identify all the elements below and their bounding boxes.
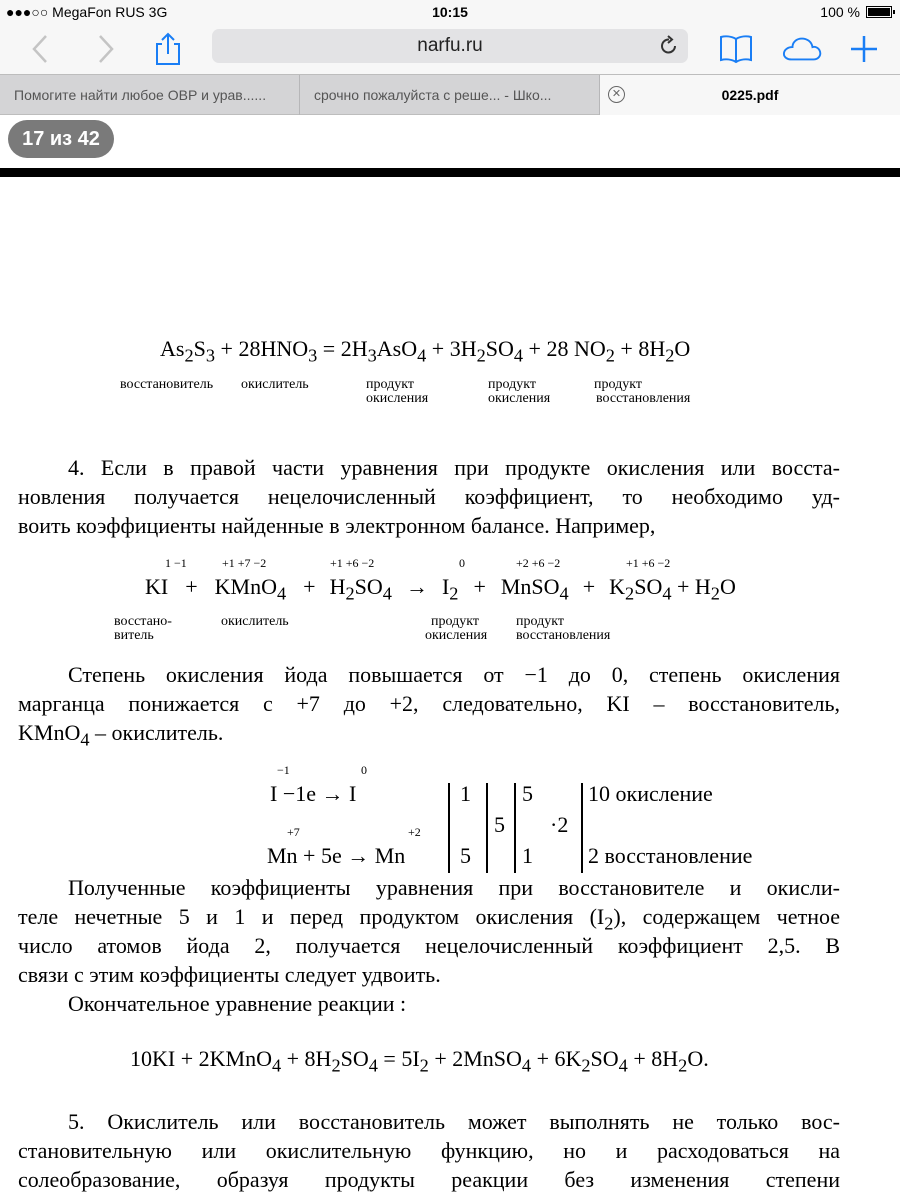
eq-label: окисления [488,391,551,406]
eq-label: витель [114,628,154,643]
eq-label: восстановитель [120,377,214,392]
eq-label: восстановления [516,628,611,643]
paragraph-line: Полученные коэффициенты уравнения при восстановителе и окисли- [68,875,840,900]
paragraph-line: становительную или окислительную функцию, но и расходоваться на [18,1138,840,1163]
equation-ki-kmno4: KI + KMnO$_4$ + $H_2SO_4 \to I_2$ + MnSO$_4$ + $K_2SO_4 + H_2O$ [145,574,736,604]
oxidation-state: +1 +7 −2 [222,556,267,570]
paragraph-line: Окончательное уравнение реакции : [68,991,407,1016]
oxidation-state: +1 +6 −2 [626,556,671,570]
balance-coefficient: 1 [522,843,533,868]
tab-active[interactable] [600,75,900,115]
status-bar [0,0,900,24]
eq-label: окисления [425,628,488,643]
equation-as2s3: $As_2S_3 + 28HNO_3 = 2H_3AsO_4 + 3H_2SO_4 + 28$ $NO_2 + 8H_2O$ [160,336,691,366]
balance-coefficient: 5 [460,843,471,868]
page-indicator[interactable]: 17 из 42 [8,120,114,158]
balance-result: 2 восстановление [588,843,753,868]
balance-coefficient: 5 [522,781,533,806]
oxidation-state: +7 [287,825,300,839]
back-icon[interactable] [20,30,60,68]
oxidation-state: 0 [361,763,367,777]
paragraph-line: воить коэффициенты найденные в электронном балансе. Например, [18,513,656,538]
oxidation-state: 0 [459,556,465,570]
paragraph-line: Степень окисления йода повышается от −1 до 0, степень окисления [68,662,840,687]
eq-label: окислитель [241,377,309,392]
balance-divider [486,783,488,873]
paragraph-line: новления получается нецелочисленный коэффициент, то необходимо уд- [18,484,840,509]
address-bar[interactable] [212,29,688,63]
tab-title: Помогите найти любое ОВР и урав...... [14,87,267,103]
tab-2[interactable] [300,75,600,115]
eq-label: окисления [366,391,429,406]
balance-half-reaction: I −1e → I [270,781,357,806]
final-equation: 10KI + 2KMnO$_4$ + $8H_2SO_4 = 5I_2$ + 2MnSO$_4$ + $6K_2SO_4 + 8H_2O$. [130,1046,709,1076]
url-text: narfu.ru [417,35,483,56]
tab-bar [0,74,900,115]
balance-result: 10 окисление [588,781,713,806]
new-tab-icon[interactable] [844,30,884,68]
paragraph-line: солеобразование, образуя продукты реакции без изменения степени [18,1167,840,1192]
eq-label: продукт [516,614,564,629]
oxidation-state: +1 +6 −2 [330,556,375,570]
forward-icon[interactable] [86,30,126,68]
balance-divider [581,783,583,873]
oxidation-state: −1 [277,763,290,777]
close-tab-icon[interactable]: ✕ [608,86,625,103]
paragraph-line: 4. Если в правой части уравнения при продукте окисления или восста- [68,455,840,480]
browser-toolbar [0,24,900,74]
eq-label: продукт [431,614,479,629]
balance-divider [448,783,450,873]
tab-1[interactable] [0,75,300,115]
tab-title: 0225.pdf [721,87,779,103]
eq-label: восстано- [114,614,172,629]
battery-icon [866,6,892,18]
balance-divider [514,783,516,873]
oxidation-state: 1 −1 [165,556,187,570]
tab-title: срочно пожалуйста с реше... - Шко... [314,87,552,103]
paragraph-line: 5. Окислитель или восстановитель может выполнять не только вос- [68,1109,840,1134]
eq-label: продукт [594,377,642,392]
eq-label: продукт [366,377,414,392]
paragraph-line: теле нечетные 5 и 1 и перед продуктом окисления $(I_2)$, содержащем четное [18,904,840,934]
paragraph-line: марганца понижается с +7 до +2, следовательно, KI – восстановитель, [18,691,840,716]
battery-status [820,4,892,20]
bookmarks-icon[interactable] [716,30,756,68]
balance-coefficient: 1 [460,781,471,806]
eq-label: окислитель [221,614,289,629]
battery-percent: 100 % [820,4,860,20]
clock: 10:15 [432,4,468,20]
page-top-edge [0,168,900,177]
share-icon[interactable] [148,30,188,68]
carrier-signal: ●●●○○ MegaFon RUS 3G [6,4,168,20]
paragraph-line: KMnO$_4$ – окислитель. [18,720,224,750]
eq-label: продукт [488,377,536,392]
pdf-viewer[interactable] [0,116,900,1200]
balance-coefficient: 5 [494,812,505,837]
icloud-tabs-icon[interactable] [782,30,822,68]
reload-icon[interactable] [660,35,678,61]
oxidation-state: +2 [408,825,421,839]
balance-half-reaction: Mn + 5e → Mn [267,843,406,868]
paragraph-line: связи с этим коэффициенты следует удвоить. [18,962,441,987]
paragraph-line: число атомов йода 2, получается нецелочисленный коэффициент 2,5. В [18,933,840,958]
eq-label: восстановления [596,391,691,406]
oxidation-state: +2 +6 −2 [516,556,561,570]
balance-multiplier: ·2 [550,812,569,837]
